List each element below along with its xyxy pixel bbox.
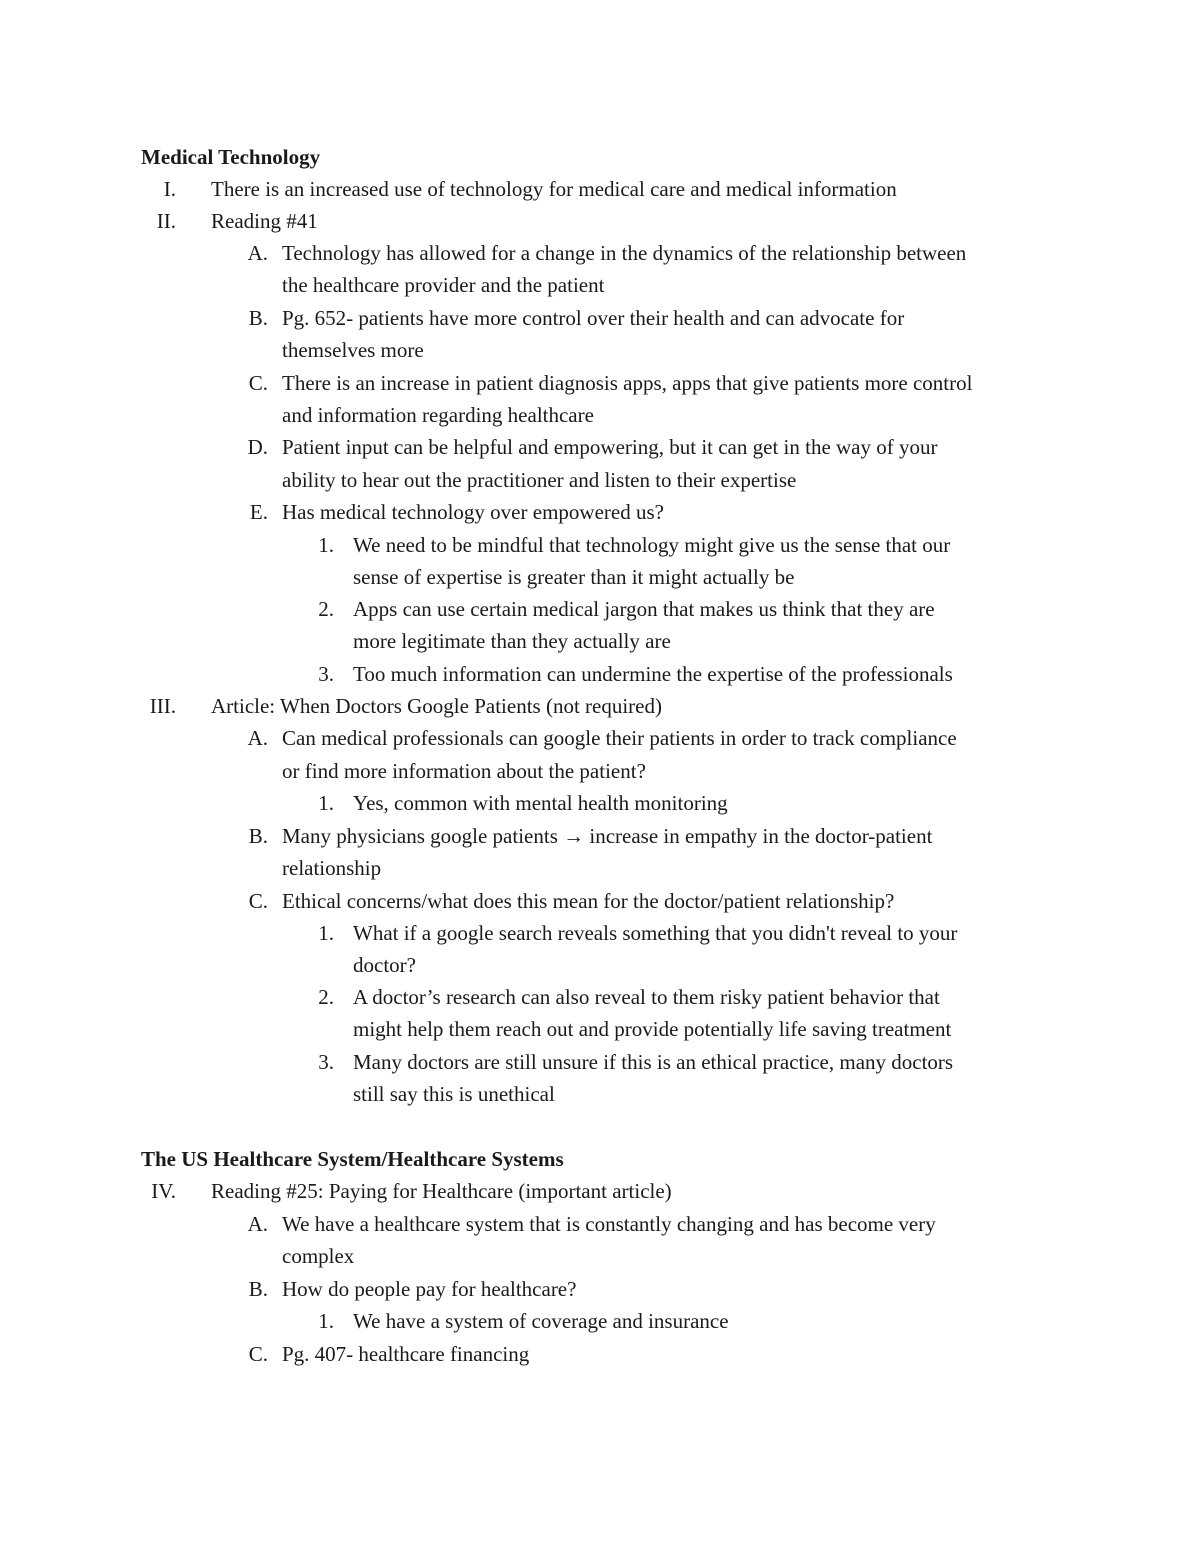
outline-text: relationship [282,856,382,880]
outline-text: Too much information can undermine the expertise of the professionals [353,662,953,686]
outline-marker: 2. [318,985,334,1009]
outline-marker: II. [156,209,176,233]
outline-text: Reading #41 [211,209,318,233]
outline-text: and information regarding healthcare [282,403,594,427]
outline-text: Many doctors are still unsure if this is an ethical practice, many doctors [353,1050,954,1074]
outline-marker: 1. [318,921,334,945]
outline-marker: 3. [318,662,334,686]
outline-text: Pg. 407- healthcare financing [282,1342,530,1366]
outline-text: There is an increase in patient diagnosis apps, apps that give patients more control [282,371,973,395]
outline-marker: A. [247,726,268,750]
outline-marker: B. [248,1277,268,1301]
outline-text: Technology has allowed for a change in the dynamics of the relationship between [282,241,967,265]
outline-text: We have a system of coverage and insurance [353,1309,729,1333]
outline-marker: 1. [318,533,334,557]
outline-marker: III. [149,694,176,718]
outline-text: Reading #25: Paying for Healthcare (important article) [211,1179,672,1203]
outline-text: There is an increased use of technology for medical care and medical information [211,177,897,201]
outline-text: still say this is unethical [353,1082,555,1106]
outline-text: Ethical concerns/what does this mean for the doctor/patient relationship? [282,889,895,913]
outline-text: A doctor’s research can also reveal to them risky patient behavior that [353,985,940,1009]
outline-text: Pg. 652- patients have more control over their health and can advocate for [282,306,905,330]
outline-marker: D. [247,435,268,459]
outline-text: Has medical technology over empowered us? [282,500,664,524]
outline-text: We need to be mindful that technology might give us the sense that our [353,533,951,557]
outline-text: Yes, common with mental health monitoring [353,791,728,815]
outline-text: sense of expertise is greater than it might actually be [353,565,795,589]
outline-text: complex [282,1244,355,1268]
outline-text: Can medical professionals can google their patients in order to track compliance [282,726,957,750]
outline-marker: B. [248,306,268,330]
outline-text: Apps can use certain medical jargon that makes us think that they are [353,597,935,621]
outline-text: Patient input can be helpful and empowering, but it can get in the way of your [282,435,938,459]
outline-text: We have a healthcare system that is constantly changing and has become very [282,1212,936,1236]
outline-marker: C. [248,1342,268,1366]
outline-text: Many physicians google patients → increase in empathy in the doctor-patient [282,824,933,848]
outline-marker: 1. [318,1309,334,1333]
outline-text: How do people pay for healthcare? [282,1277,577,1301]
outline-marker: 3. [318,1050,334,1074]
outline-text: What if a google search reveals something that you didn't reveal to your [353,921,958,945]
outline-text: ability to hear out the practitioner and listen to their expertise [282,468,797,492]
section-title: Medical Technology [141,145,321,169]
outline-text: Article: When Doctors Google Patients (not required) [211,694,662,718]
outline-text: or find more information about the patient? [282,759,646,783]
outline-text: doctor? [353,953,416,977]
outline-text: the healthcare provider and the patient [282,273,605,297]
outline-marker: 1. [318,791,334,815]
outline-marker: E. [249,500,268,524]
outline-marker: B. [248,824,268,848]
outline-text: themselves more [282,338,424,362]
outline-marker: A. [247,241,268,265]
section-title: The US Healthcare System/Healthcare Systems [141,1147,564,1171]
outline-marker: C. [248,371,268,395]
outline-marker: I. [163,177,176,201]
outline-text: more legitimate than they actually are [353,629,671,653]
outline-marker: IV. [151,1179,176,1203]
outline-text: might help them reach out and provide potentially life saving treatment [353,1017,952,1041]
outline-marker: A. [247,1212,268,1236]
outline-marker: C. [248,889,268,913]
outline-marker: 2. [318,597,334,621]
